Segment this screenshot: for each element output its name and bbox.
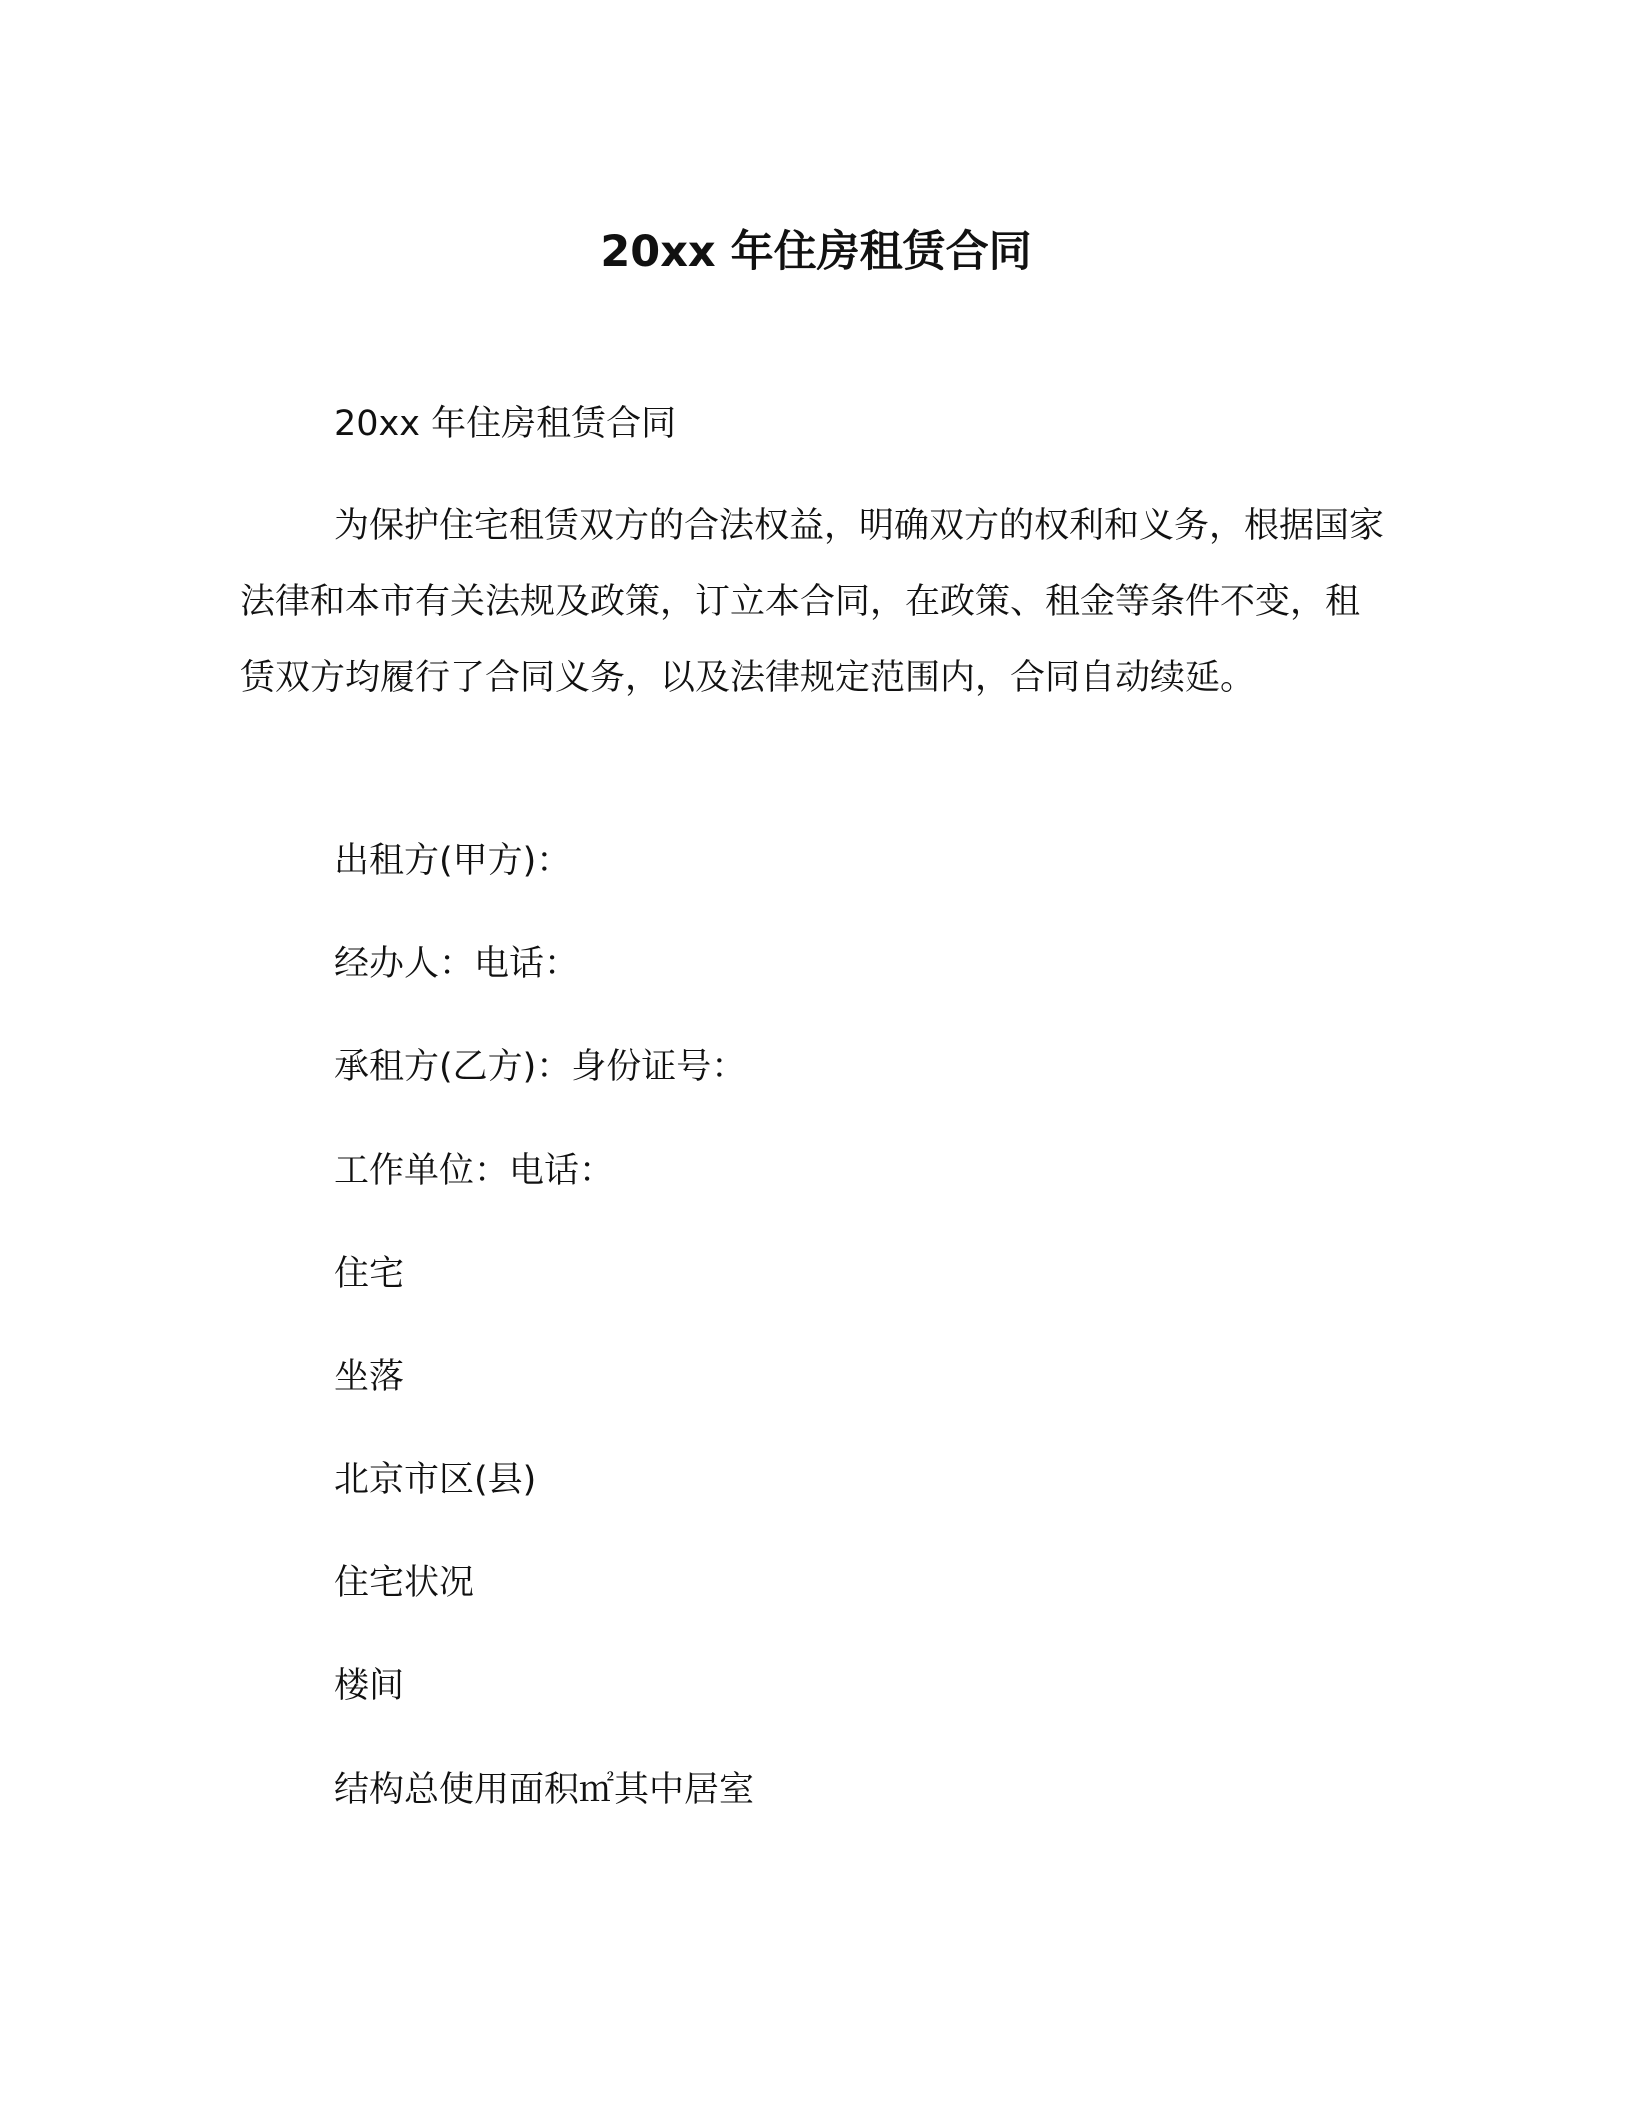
field-lessor: 出租方(甲方)： <box>334 841 572 881</box>
field-agent-phone: 经办人：电话： <box>334 944 580 984</box>
intro-paragraph: 为保护住宅租赁双方的合法权益，明确双方的权利和义务，根据国家法律和本市有关法规及政策，订立本合同，在政策、租金等条件不变，租赁双方均履行了合同义务，以及法律规定范围内，合同自动续延。 <box>240 506 1385 698</box>
document-title: 20xx 年住房租赁合同 <box>600 227 1032 277</box>
field-location: 坐落 <box>334 1357 405 1397</box>
field-residence: 住宅 <box>334 1254 405 1294</box>
field-structure-area: 结构总使用面积㎡其中居室 <box>334 1770 755 1810</box>
field-building: 楼间 <box>334 1666 405 1706</box>
field-employer-phone: 工作单位：电话： <box>334 1151 615 1191</box>
document-subtitle: 20xx 年住房租赁合同 <box>334 404 677 444</box>
field-residence-status: 住宅状况 <box>334 1563 475 1603</box>
field-district: 北京市区(县) <box>334 1460 537 1500</box>
field-lessee-id: 承租方(乙方)：身份证号： <box>334 1047 747 1087</box>
